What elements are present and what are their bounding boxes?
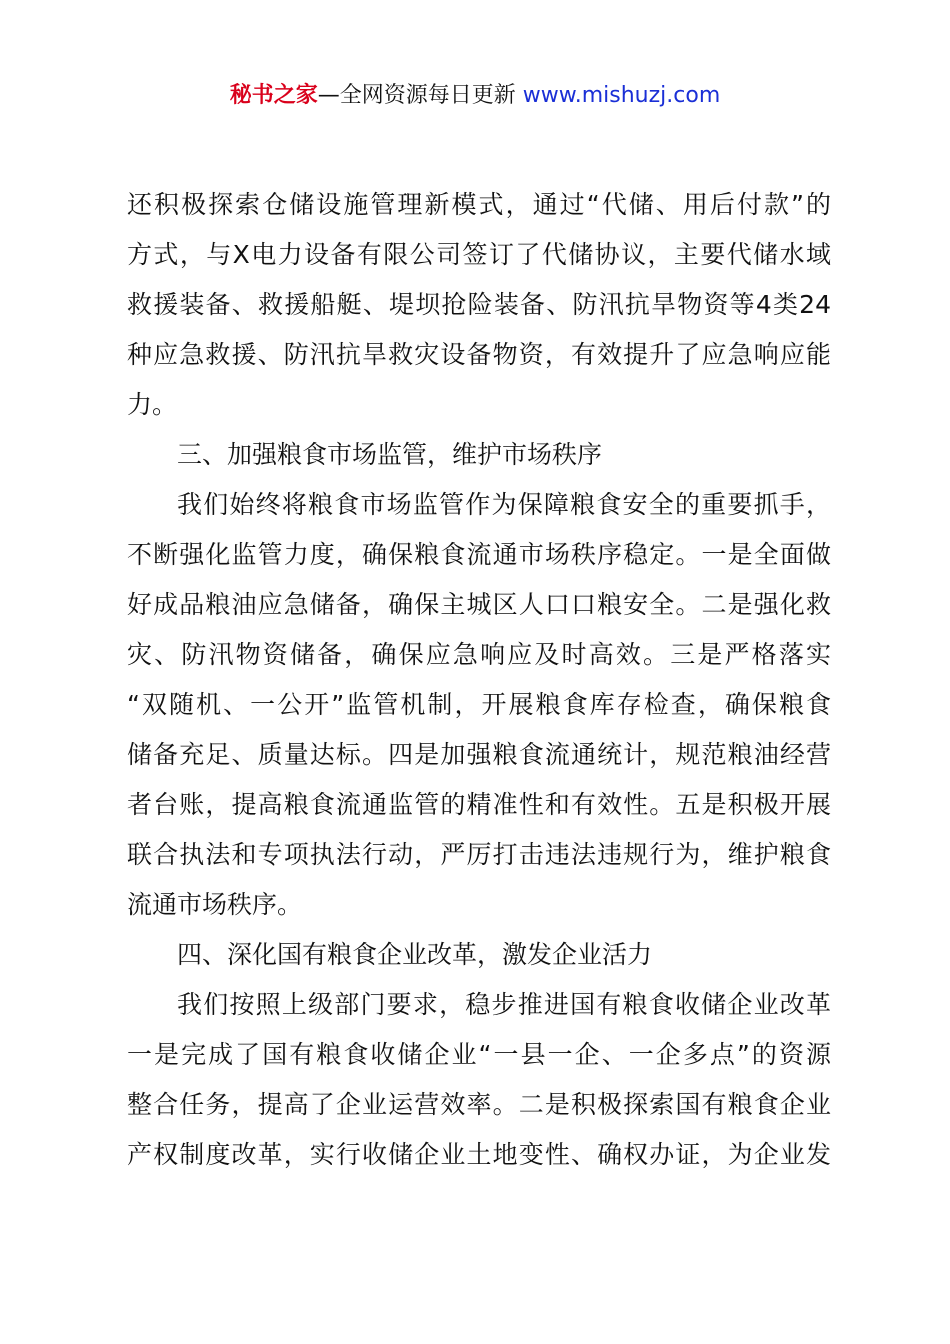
text-line: 还积极探索仓储设施管理新模式，通过“代储、用后付款”的 — [127, 190, 831, 219]
text-line: “双随机、一公开”监管机制，开展粮食库存检查，确保粮食 — [127, 690, 831, 719]
section-heading: 三、加强粮食市场监管，维护市场秩序 — [177, 440, 603, 469]
text-line: 流通市场秩序。 — [127, 890, 303, 919]
text-line: 不断强化监管力度，确保粮食流通市场秩序稳定。一是全面做 — [127, 540, 831, 569]
text-line: 联合执法和专项执法行动，严厉打击违法违规行为，维护粮食 — [127, 840, 831, 869]
site-header — [0, 80, 950, 112]
text-line: 产权制度改革，实行收储企业土地变性、确权办证，为企业发 — [127, 1140, 831, 1169]
text-line: 力。 — [127, 390, 178, 419]
text-line: 种应急救援、防汛抗旱救灾设备物资，有效提升了应急响应能 — [127, 340, 831, 369]
text-line: 一是完成了国有粮食收储企业“一县一企、一企多点”的资源 — [127, 1040, 831, 1069]
text-line: 救援装备、救援船艇、堤坝抢险装备、防汛抗旱物资等4类24 — [127, 290, 831, 319]
document-body — [127, 180, 831, 1180]
site-tagline: —全网资源每日更新 — [317, 83, 516, 108]
text-line: 者台账，提高粮食流通监管的精准性和有效性。五是积极开展 — [127, 790, 831, 819]
section-heading: 四、深化国有粮食企业改革，激发企业活力 — [177, 940, 653, 969]
text-line: 我们按照上级部门要求，稳步推进国有粮食收储企业改革 — [177, 990, 831, 1019]
text-line: 我们始终将粮食市场监管作为保障粮食安全的重要抓手， — [177, 490, 831, 519]
text-line: 储备充足、质量达标。四是加强粮食流通统计，规范粮油经营 — [127, 740, 831, 769]
text-line: 好成品粮油应急储备，确保主城区人口口粮安全。二是强化救 — [127, 590, 831, 619]
text-line: 整合任务，提高了企业运营效率。二是积极探索国有粮食企业 — [127, 1090, 831, 1119]
site-brand: 秘书之家 — [229, 83, 318, 108]
text-line: 方式，与X电力设备有限公司签订了代储协议，主要代储水域 — [127, 240, 831, 269]
text-line: 灾、防汛物资储备，确保应急响应及时高效。三是严格落实 — [127, 640, 831, 669]
site-url-link[interactable]: www.mishuzj.com — [522, 83, 721, 108]
